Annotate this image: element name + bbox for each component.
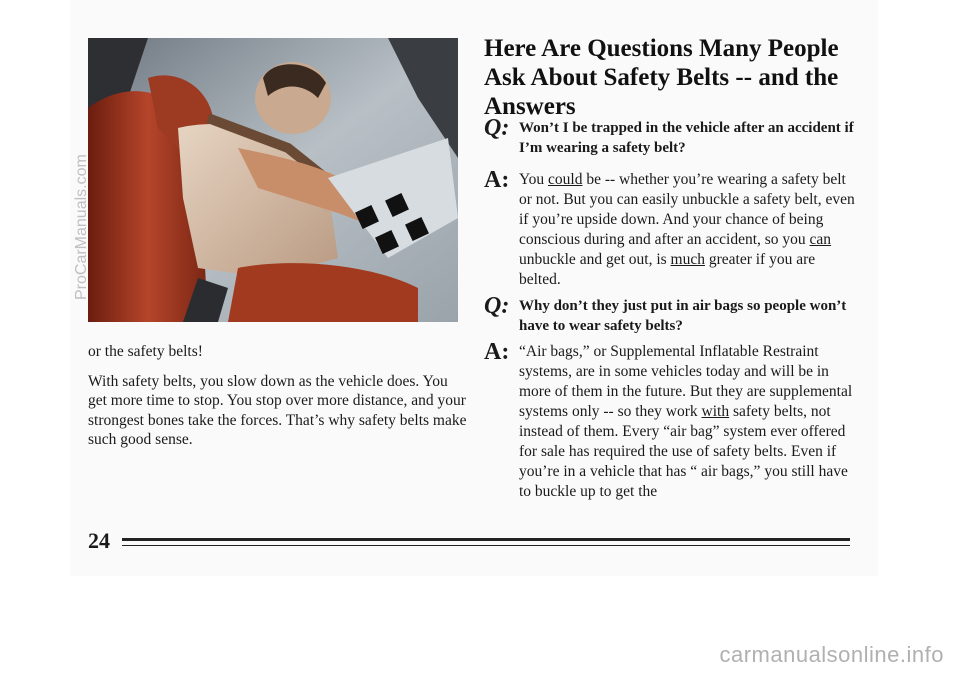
q-mark: Q: [484, 293, 510, 319]
site-watermark: carmanualsonline.info [719, 642, 944, 667]
answer-1 [484, 167, 856, 290]
question-1 [484, 115, 856, 158]
answer-2 [484, 339, 856, 502]
a-mark: A: [484, 167, 510, 193]
question-1-text: Won’t I be trapped in the vehicle after an accident if I’m wearing a safety belt? [519, 120, 854, 156]
answer-2-text: “Air bags,” or Supplemental Inflatable Restraint systems, are in some vehicles today and will be in more of them in the future. But they are supplemental systems only -- so they work with safety belts, not instead of them. Every “air bag” system ever offered for sale has required the use of safety belts. Even if you’re in a vehicle that has “ air bags,” you still have to buckle up to get the [519, 343, 853, 500]
crash-test-dummy-photo [88, 38, 458, 322]
answer-1-text: You could be -- whether you’re wearing a safety belt or not. But you can easily unbuckle a safety belt, even if you’re upside down. And your chance of being conscious during and after an accident, so you can unbuckle and get out, is much greater if you are belted. [519, 171, 855, 288]
footer-rule-thick [122, 538, 850, 541]
safety-belts-paragraph: With safety belts, you slow down as the vehicle does. You get more time to stop. You stop over more distance, and your strongest bones take the forces. That’s why safety belts make such good sense. [88, 372, 467, 448]
question-2 [484, 293, 856, 336]
page-number: 24 [88, 528, 110, 553]
footer-rule-thin [122, 545, 850, 546]
section-heading: Here Are Questions Many People Ask About Safety Belts -- and the Answers [484, 35, 839, 120]
question-2-text: Why don’t they just put in air bags so people won’t have to wear safety belts? [519, 298, 847, 334]
left-column-text [88, 342, 468, 460]
a-mark: A: [484, 339, 510, 365]
sentence-fragment: or the safety belts! [88, 343, 203, 360]
watermark-text: ProCarManuals.com [73, 154, 90, 300]
q-mark: Q: [484, 115, 510, 141]
